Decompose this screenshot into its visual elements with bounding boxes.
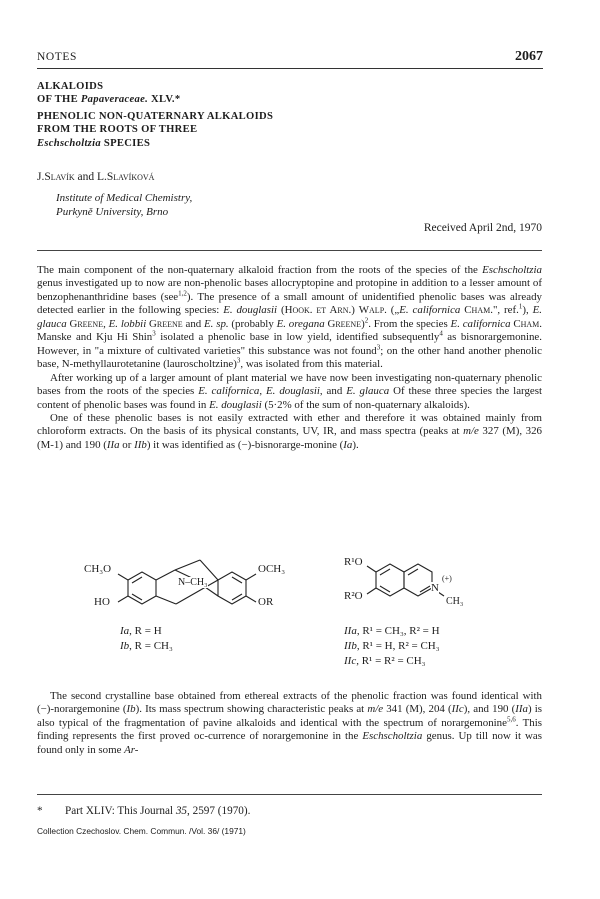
footnote: * Part XLIV: This Journal 35, 2597 (1970). bbox=[37, 805, 251, 817]
paragraph-4: The second crystalline base obtained from ethereal extracts of the phenolic fraction was found identical with (−)-norargemonine (Ib). Its mass spectrum showing characteristic peaks at m/e 341 (M), 204 (IIc), and 190 (IIa) is also typical of the fragmentation of pavine alkaloids and identical with the spectrum of norargemonine$^{5,6}$. This finding represents the first proved oc-currence of norargemonine in the Eschscholtzia genus. Up till now it was found only in some Ar- bbox=[37, 690, 542, 756]
label-ch3: CH₃ bbox=[446, 596, 464, 607]
structure-drawings bbox=[80, 550, 540, 625]
caption-ib: Ib, R = CH₃ bbox=[120, 640, 173, 652]
journal-footer: Collection Czechoslov. Chem. Commun. /Vol. 36/ (1971) bbox=[37, 826, 246, 836]
label-och3: OCH₃ bbox=[258, 563, 286, 575]
label-r1o: R¹O bbox=[344, 556, 363, 568]
label-ch3o: CH₃O bbox=[84, 563, 112, 575]
title-line-1: ALKALOIDS bbox=[37, 81, 104, 92]
body-text-upper bbox=[37, 264, 542, 452]
title-line-2: OF THE Papaveraceae. XLV.* bbox=[37, 94, 181, 106]
title-line-4: FROM THE ROOTS OF THREE bbox=[37, 124, 198, 136]
page-header bbox=[37, 50, 543, 69]
affiliation: Institute of Medical Chemistry, Purkyně University, Brno bbox=[56, 192, 193, 218]
caption-iib: IIb, R¹ = H, R² = CH₃ bbox=[344, 640, 440, 652]
label-n: N bbox=[431, 582, 439, 594]
running-head: NOTES bbox=[37, 51, 78, 63]
body-text-lower bbox=[37, 690, 542, 757]
authors: J.Slavík and L.Slavíková bbox=[37, 171, 155, 183]
title-line-5: Eschscholtzia SPECIES bbox=[37, 137, 151, 149]
caption-iic: IIc, R¹ = R² = CH₃ bbox=[344, 655, 426, 667]
label-ho: HO bbox=[94, 596, 110, 608]
paragraph-2: After working up of a larger amount of plant material we have now been investigating non-quaternary phenolic bases from the roots of the species E. californica, E. douglasii, and E. glauca Of these three species the largest content of phenolic bases was found in E. douglasii (5·2% of the sum of non-quaternary alkaloids). bbox=[37, 371, 542, 411]
author-1: J.Slavík bbox=[37, 171, 75, 183]
page-number: 2067 bbox=[515, 49, 543, 64]
caption-iia: IIa, R¹ = CH₃, R² = H bbox=[344, 625, 440, 637]
label-nch3: N–CH₃ bbox=[178, 577, 208, 588]
label-or: OR bbox=[258, 596, 274, 608]
label-plus: (+) bbox=[442, 574, 452, 583]
title-line-3: PHENOLIC NON-QUATERNARY ALKALOIDS bbox=[37, 110, 274, 122]
caption-ia: Ia, R = H bbox=[120, 625, 162, 637]
paragraph-1: The main component of the non-quaternary alkaloid fraction from the roots of the species of the Eschscholtzia genus investigated up to now are non-phenolic bases allocryptopine and protopine in addition to a lesser amount of benzophenanthridine bases (see$^{1,2}$). The presence of a small amount of unidentified phenolic bases was already detected earlier in the following species: E. douglasii (Hook. et Arn.) Walp. („E. californica Cham.", ref.$^1$), E. glauca Greene, E. lobbii Greene and E. sp. (probably E. oregana Greene)$^2$. From the species E. californica Cham. Manske and Kju Hi Shin$^3$ isolated a phenolic base in low yield, identified subsequently$^4$ as bisnorargemonine. However, in "a mixture of cultivated varieties" this substance was not found$^3$; on the other hand another phenolic base, N-methyllaurotetanine (lauroscholtzine)$^3$, was isolated from this material. bbox=[37, 264, 542, 371]
footnote-rule bbox=[37, 794, 542, 795]
author-2: L.Slavíková bbox=[96, 171, 155, 183]
received-date: Received April 2nd, 1970 bbox=[423, 222, 542, 234]
chemical-structures-figure bbox=[80, 550, 540, 675]
header-rule bbox=[37, 250, 542, 251]
label-r2o: R²O bbox=[344, 590, 363, 602]
paragraph-3: One of these phenolic bases is not easily extracted with ether and therefore it was obtained mainly from chloroform extracts. On the basis of its physical constants, UV, IR, and mass spectra (peaks at m/e 327 (M), 326 (M-1) and 190 (IIa or IIb) it was identified as (−)-bisnorarge-monine (Ia). bbox=[37, 411, 543, 451]
article-title bbox=[37, 80, 537, 150]
